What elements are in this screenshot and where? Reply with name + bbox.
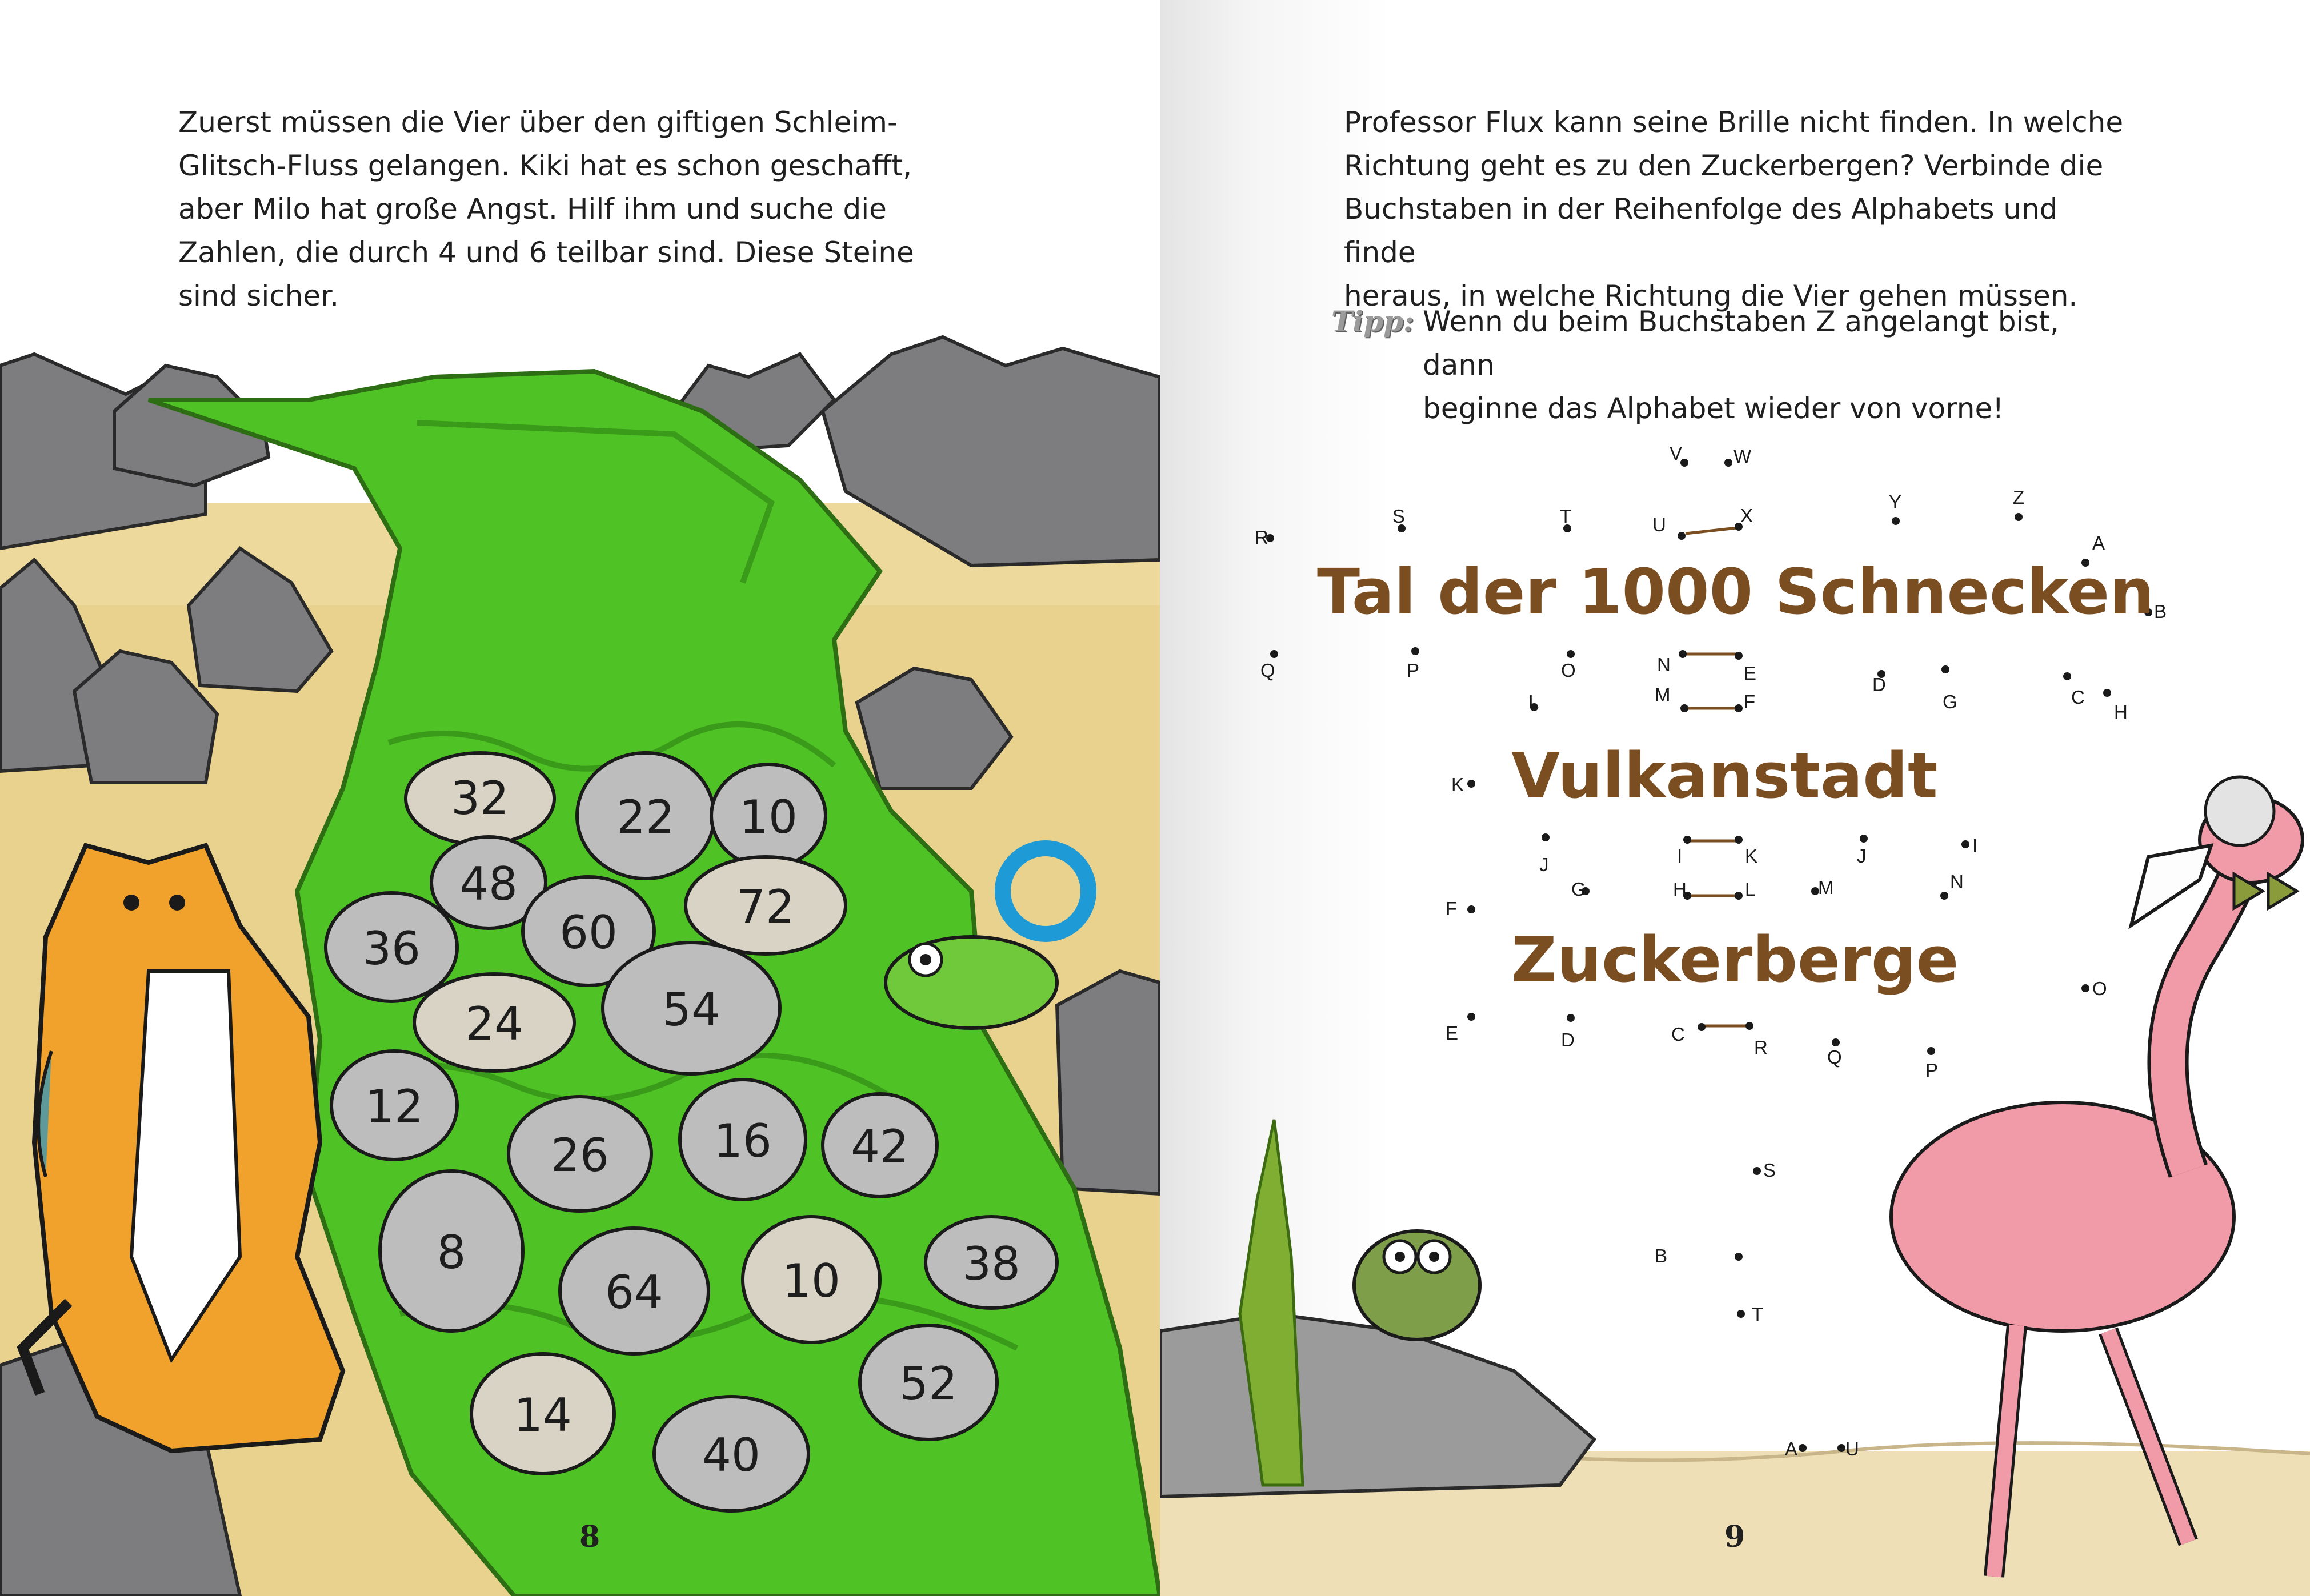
dot-label: H — [2114, 701, 2128, 723]
dot-label: X — [1740, 505, 1753, 526]
stone-number: 26 — [551, 1129, 609, 1182]
dot-label: R — [1255, 527, 1268, 548]
dot-label: Q — [1260, 660, 1275, 681]
stone-number: 48 — [459, 857, 518, 911]
dot-label: A — [2092, 532, 2105, 554]
dot-label: G — [1943, 691, 1957, 712]
dot-label: K — [1451, 774, 1464, 795]
dot-label: D — [1872, 674, 1886, 695]
dot-label: W — [1733, 446, 1752, 467]
dot-label: N — [1950, 871, 1964, 892]
stone[interactable] — [680, 1080, 806, 1200]
stone[interactable] — [823, 1094, 937, 1197]
stone[interactable] — [509, 1097, 651, 1211]
dot-label: O — [2092, 978, 2107, 999]
stone-number: 42 — [851, 1120, 909, 1173]
tip-label: Tipp: — [1331, 304, 1414, 338]
dot-label: L — [1528, 691, 1539, 712]
stone[interactable] — [471, 1354, 614, 1474]
page-number: 9 — [1724, 1519, 1745, 1554]
destination-label: Vulkanstadt — [1511, 739, 1938, 812]
stone[interactable] — [560, 1228, 708, 1354]
text-line: Wenn du beim Buchstaben Z angelangt bist, dann — [1423, 305, 2060, 382]
dot-label: U — [1845, 1438, 1859, 1459]
stone[interactable] — [743, 1217, 880, 1342]
stone[interactable] — [654, 1397, 808, 1511]
text-line: Zahlen, die durch 4 und 6 teilbar sind. Diese Steine — [178, 236, 914, 269]
right-page — [1160, 0, 2310, 1596]
dot-label: N — [1657, 654, 1671, 675]
dot-label: J — [1539, 854, 1549, 875]
text-line: sind sicher. — [178, 279, 339, 312]
text-line: beginne das Alphabet wieder von vorne! — [1423, 392, 2004, 425]
dot-label: F — [1446, 898, 1458, 919]
dot-label: C — [2071, 687, 2085, 708]
stone-number: 52 — [899, 1357, 958, 1410]
stone[interactable] — [686, 857, 846, 954]
stone-number: 32 — [451, 772, 509, 825]
stone-number: 36 — [362, 922, 421, 975]
stone-number: 12 — [365, 1080, 423, 1133]
left-instructions — [178, 101, 967, 318]
dot-label: H — [1673, 879, 1687, 900]
destination-label: Tal der 1000 Schnecken — [1317, 555, 2155, 628]
dot-label: P — [1925, 1060, 1939, 1081]
dot-label: S — [1763, 1160, 1776, 1181]
dot-label: S — [1392, 506, 1406, 527]
dot-label: E — [1446, 1022, 1459, 1044]
stone-number: 72 — [736, 880, 795, 933]
text-line: Glitsch-Fluss gelangen. Kiki hat es schon geschafft, — [178, 149, 912, 182]
stone-number: 24 — [465, 997, 523, 1050]
dot-label: F — [1744, 691, 1756, 712]
dot-label: C — [1671, 1024, 1685, 1045]
dot-label: K — [1745, 845, 1758, 867]
stone-number: 14 — [514, 1389, 572, 1442]
dot-label: E — [1744, 663, 1757, 684]
stone[interactable] — [380, 1171, 523, 1331]
stone[interactable] — [406, 753, 554, 844]
stone-number: 10 — [739, 791, 798, 844]
text-line: Professor Flux kann seine Brille nicht finden. In welche — [1344, 106, 2124, 139]
dot-label: I — [1677, 845, 1683, 867]
stone[interactable] — [414, 974, 574, 1071]
dot-label: P — [1407, 660, 1420, 681]
stone[interactable] — [326, 893, 457, 1001]
dot-label: D — [1561, 1029, 1575, 1050]
stone-number: 8 — [437, 1226, 466, 1279]
dot-label: T — [1752, 1304, 1764, 1325]
stone-number: 54 — [662, 983, 720, 1036]
destination-label: Zuckerberge — [1511, 923, 1959, 996]
dot-label: B — [2154, 601, 2167, 622]
dot-label: V — [1670, 443, 1683, 464]
text-line: aber Milo hat große Angst. Hilf ihm und suche die — [178, 193, 887, 226]
stone-number: 60 — [559, 906, 618, 959]
dot-label: M — [1818, 877, 1834, 898]
stone[interactable] — [711, 764, 826, 867]
dot-label: L — [1745, 879, 1756, 900]
stone[interactable] — [331, 1051, 457, 1160]
dot-label: Y — [1889, 491, 1902, 512]
stone[interactable] — [577, 753, 714, 879]
page-number: 8 — [579, 1519, 600, 1554]
stone-number: 40 — [702, 1429, 760, 1482]
dot-label: Q — [1827, 1046, 1842, 1068]
dot-label: B — [1655, 1245, 1668, 1266]
dot-label: J — [1857, 845, 1867, 867]
dot-label: Z — [2013, 487, 2025, 508]
stone[interactable] — [603, 943, 780, 1074]
stone[interactable] — [860, 1325, 997, 1439]
text-line: Zuerst müssen die Vier über den giftigen Schleim- — [178, 106, 898, 139]
dot-label: I — [1972, 835, 1978, 856]
stone-number: 38 — [962, 1237, 1020, 1290]
stone-number: 16 — [714, 1114, 772, 1168]
text-line: heraus, in welche Richtung die Vier gehen müssen. — [1344, 279, 2078, 312]
dot-label: U — [1652, 514, 1666, 535]
stone-number: 64 — [605, 1266, 663, 1319]
stone[interactable] — [926, 1217, 1057, 1308]
dot-label: G — [1571, 879, 1586, 900]
dot-label: A — [1785, 1438, 1798, 1459]
dot-label: M — [1655, 684, 1671, 705]
stone-number: 10 — [782, 1254, 840, 1308]
dot-label: T — [1560, 506, 1572, 527]
dot-label: O — [1561, 660, 1576, 681]
dot-label: R — [1754, 1037, 1768, 1058]
text-line: Buchstaben in der Reihenfolge des Alphabets und finde — [1344, 193, 2058, 269]
text-line: Richtung geht es zu den Zuckerbergen? Verbinde die — [1344, 149, 2104, 182]
stone-number: 22 — [616, 791, 675, 844]
